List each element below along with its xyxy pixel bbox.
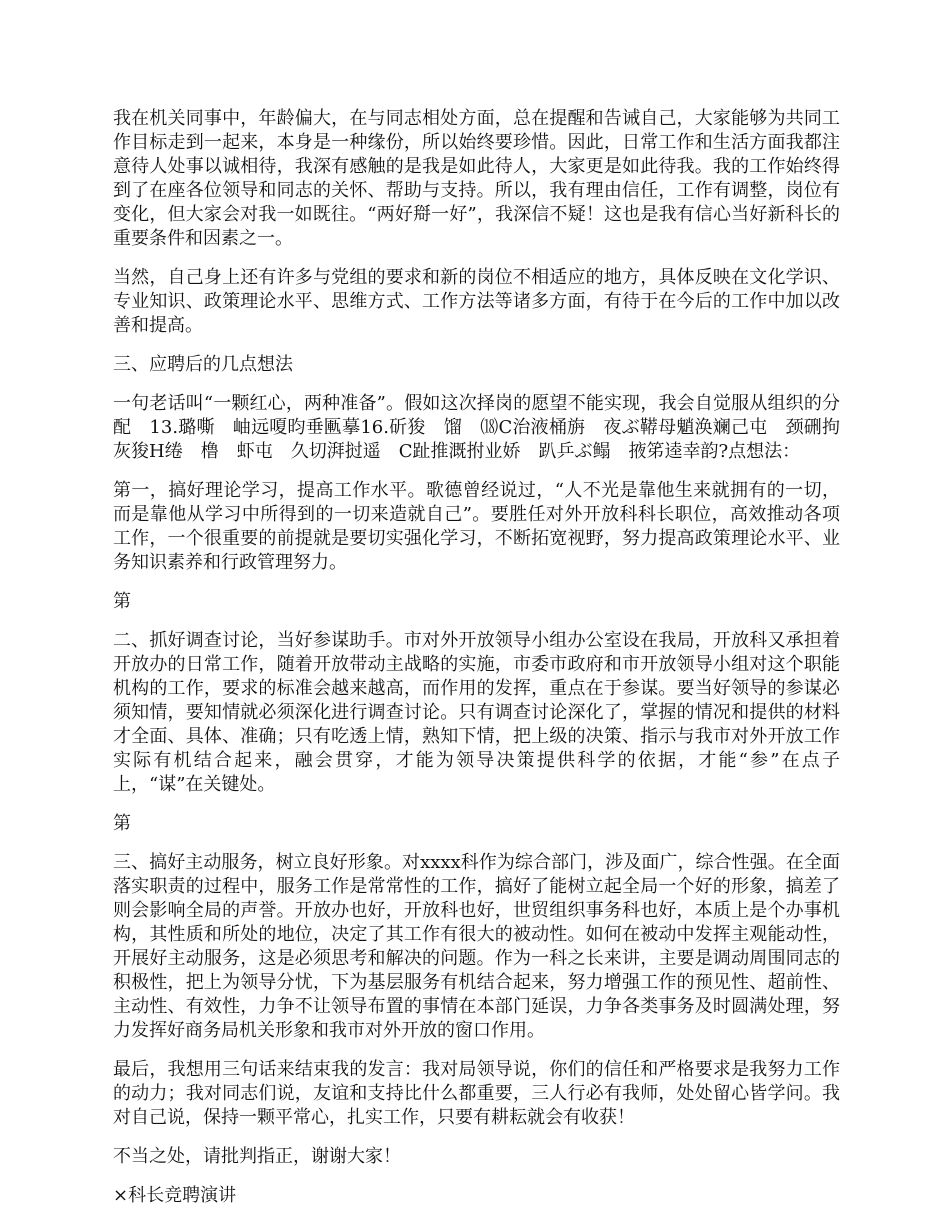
paragraph-point-three: 三、搞好主动服务，树立良好形象。对xxxx科作为综合部门，涉及面广，综合性强。在全面落实职责的过程中，服务工作是常常性的工作，搞好了能树立起全局一个好的形象，搞差了则会影响全局的声誉。开放办也好，开放科也好，世贸组织事务科也好，本质上是个办事机构，其性质和所处的地位，决定了其工作有很大的被动性。如何在被动中发挥主观能动性，开展好主动服务，这是必须思考和解决的问题。作为一科之长来讲，主要是调动周围同志的积极性，把上为领导分忧，下为基层服务有机结合起来，努力增强工作的预见性、超前性、主动性、有效性，力争不让领导布置的事情在本部门延误，力争各类事务及时圆满处理，努力发挥好商务局机关形象和我市对外开放的窗口作用。 xyxy=(113,852,840,1041)
section-heading-thoughts: 三、应聘后的几点想法 xyxy=(113,354,293,375)
paragraph-fragment-di-2: 第 xyxy=(113,813,131,834)
document-footer-title: ×科长竞聘演讲 xyxy=(113,1185,237,1206)
paragraph-thanks: 不当之处，请批判指正，谢谢大家！ xyxy=(113,1146,401,1167)
paragraph-point-one: 第一，搞好理论学习，提高工作水平。歌德曾经说过，“人不光是靠他生来就拥有的一切，而是靠他从学习中所得到的一切来造就自己”。要胜任对外开放科科长职位，高效推动各项工作，一个很重要的前提就是要切实强化学习，不断拓宽视野，努力提高政策理论水平、业务知识素养和行政管理努力。 xyxy=(113,480,840,573)
paragraph-colleague-relations: 我在机关同事中，年龄偏大，在与同志相处方面，总在提醒和告诫自己，大家能够为共同工作目标走到一起来，本身是一种缘份，所以始终要珍惜。因此，日常工作和生活方面我都注意待人处事以诚相待，我深有感触的是我是如此待人，大家更是如此待我。我的工作始终得到了在座各位领导和同志的关怀、帮助与支持。所以，我有理由信任，工作有调整，岗位有变化，但大家会对我一如既往。“两好搿一好”，我深信不疑！这也是我有信心当好新科长的重要条件和因素之一。 xyxy=(113,108,840,249)
paragraph-two-preparations: 一句老话叫“一颗红心，两种准备”。假如这次择岗的愿望不能实现，我会自觉服从组织的分配 13.璐嘶 岫远嗄昀垂匭摹16.斫狻 馏 ⒅C治液桶旃 夜ぶ鞯母魈涣斓己屯 颈硎拘灰狻H绻 橹 虾屯 久切湃挝遥 C趾推溉拊业娇 趴乒ぶ鳎 掖笫逵幸韵?点想法： xyxy=(113,393,840,462)
paragraph-closing: 最后，我想用三句话来结束我的发言：我对局领导说，你们的信任和严格要求是我努力工作的动力；我对同志们说，友谊和支持比什么都重要，三人行必有我师，处处留心皆学问。我对自己说，保持一颗平常心，扎实工作，只要有耕耘就会有收获！ xyxy=(113,1059,840,1128)
document-body xyxy=(113,107,840,1223)
paragraph-point-two: 二、抓好调查讨论，当好参谋助手。市对外开放领导小组办公室设在我局，开放科又承担着开放办的日常工作，随着开放带动主战略的实施，市委市政府和市开放领导小组对这个职能机构的工作，要求的标准会越来越高，而作用的发挥，重点在于参谋。要当好领导的参谋必须知情，要知情就必须深化进行调查讨论。只有调查讨论深化了，掌握的情况和提供的材料才全面、具体、准确；只有吃透上情，熟知下情，把上级的决策、指示与我市对外开放工作实际有机结合起来，融会贯穿，才能为领导决策提供科学的依据，才能“参”在点子上，“谋”在关键处。 xyxy=(113,630,840,795)
paragraph-fragment-di-1: 第 xyxy=(113,591,131,612)
paragraph-shortcomings: 当然，自己身上还有许多与党组的要求和新的岗位不相适应的地方，具体反映在文化学识、专业知识、政策理论水平、思维方式、工作方法等诸多方面，有待于在今后的工作中加以改善和提高。 xyxy=(113,267,840,336)
